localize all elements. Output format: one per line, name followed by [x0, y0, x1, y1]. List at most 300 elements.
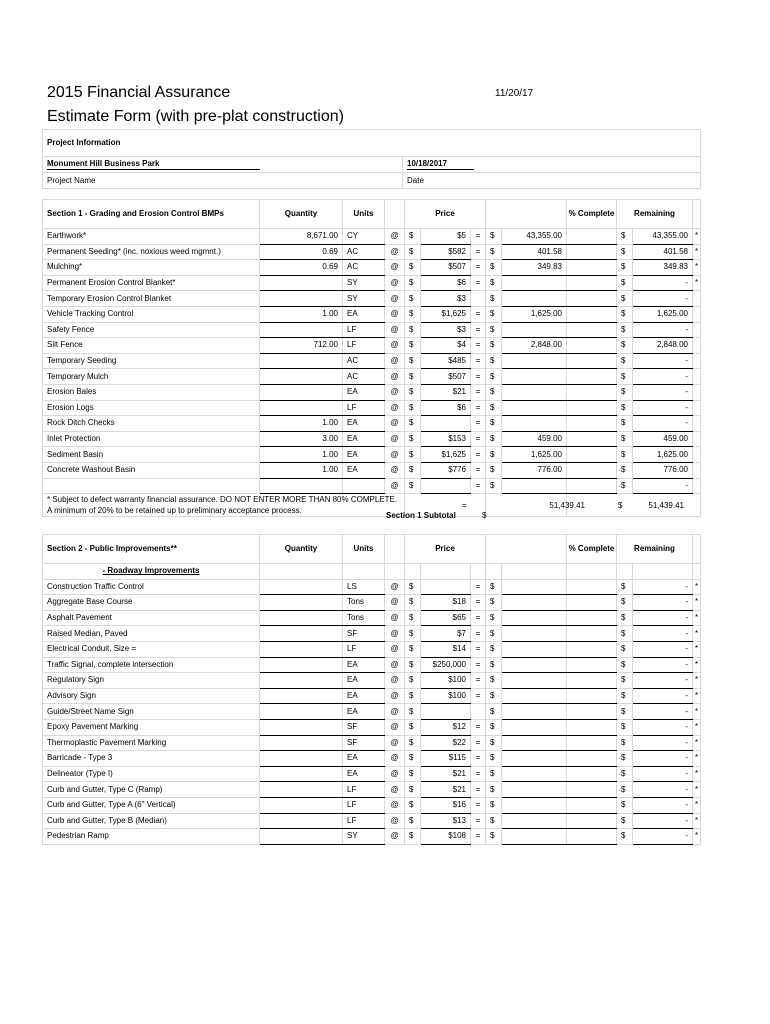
total-dollar: $	[486, 306, 502, 322]
quantity-input[interactable]	[260, 384, 343, 400]
quantity-input[interactable]	[260, 797, 343, 813]
asterisk: *	[693, 641, 701, 657]
remaining-value: -	[633, 797, 693, 813]
unit: EA	[343, 306, 385, 322]
at-sign: @	[385, 829, 405, 845]
remaining-dollar: $	[617, 229, 633, 245]
unit: LF	[343, 641, 385, 657]
quantity-input[interactable]: 8,671.00	[260, 229, 343, 245]
section2-title: Section 2 - Public Improvements**	[43, 535, 260, 564]
total-dollar: $	[486, 626, 502, 642]
table-row	[43, 244, 701, 260]
unit-price: $6	[421, 275, 471, 291]
total-value	[502, 579, 567, 595]
equals-sign: =	[471, 229, 486, 245]
price-dollar: $	[405, 306, 421, 322]
item-name: Epoxy Pavement Marking	[43, 719, 260, 735]
total-value: 2,848.00	[502, 338, 567, 354]
pct-complete-input[interactable]	[567, 797, 617, 813]
asterisk: *	[693, 579, 701, 595]
remaining-value: -	[633, 416, 693, 432]
item-name: Aggregate Base Course	[43, 595, 260, 611]
total-value: 459.00	[502, 431, 567, 447]
pct-complete-input[interactable]	[567, 400, 617, 416]
unit: EA	[343, 462, 385, 478]
price-dollar: $	[405, 595, 421, 611]
table-row	[43, 338, 701, 354]
remaining-value: 349.83	[633, 260, 693, 276]
at-sign: @	[385, 244, 405, 260]
quantity-input[interactable]	[260, 400, 343, 416]
total-value: 43,355.00	[502, 229, 567, 245]
unit-price: $5	[421, 229, 471, 245]
quantity-input[interactable]	[260, 579, 343, 595]
equals-sign: =	[471, 462, 486, 478]
at-sign: @	[385, 447, 405, 463]
unit: AC	[343, 244, 385, 260]
at-sign: @	[385, 766, 405, 782]
remaining-dollar: $	[617, 595, 633, 611]
table-row	[43, 478, 701, 494]
price-dollar: $	[405, 610, 421, 626]
at-sign: @	[385, 641, 405, 657]
remaining-dollar: $	[617, 782, 633, 798]
remaining-dollar: $	[617, 610, 633, 626]
asterisk	[693, 369, 701, 385]
pct-complete-input[interactable]	[567, 829, 617, 845]
col-price-2: Price	[405, 535, 486, 564]
remaining-dollar: $	[617, 275, 633, 291]
unit: EA	[343, 431, 385, 447]
item-name: Curb and Gutter, Type A (6" Vertical)	[43, 797, 260, 813]
remaining-value: -	[633, 626, 693, 642]
unit: LF	[343, 400, 385, 416]
item-name: Curb and Gutter, Type B (Median)	[43, 813, 260, 829]
remaining-value: -	[633, 673, 693, 689]
pct-complete-input[interactable]	[567, 766, 617, 782]
table-row	[43, 751, 701, 767]
remaining-dollar: $	[617, 431, 633, 447]
item-name: Mulching*	[43, 260, 260, 276]
at-sign: @	[385, 478, 405, 494]
asterisk: *	[693, 275, 701, 291]
quantity-input[interactable]	[260, 766, 343, 782]
remaining-dollar: $	[617, 400, 633, 416]
asterisk: *	[693, 657, 701, 673]
pct-complete-input[interactable]	[567, 306, 617, 322]
quantity-input[interactable]	[260, 688, 343, 704]
unit: CY	[343, 229, 385, 245]
pct-complete-input[interactable]	[567, 229, 617, 245]
equals-sign: =	[471, 275, 486, 291]
equals-sign: =	[471, 610, 486, 626]
item-name: Erosion Bales	[43, 384, 260, 400]
price-dollar: $	[405, 641, 421, 657]
pct-complete-input[interactable]	[567, 353, 617, 369]
price-dollar: $	[405, 338, 421, 354]
unit-price: $13	[421, 813, 471, 829]
unit-price: $7	[421, 626, 471, 642]
equals-sign: =	[471, 719, 486, 735]
remaining-value: -	[633, 719, 693, 735]
equals-sign: =	[471, 782, 486, 798]
quantity-input[interactable]	[260, 291, 343, 307]
pct-complete-input[interactable]	[567, 384, 617, 400]
total-value	[502, 595, 567, 611]
equals-sign: =	[471, 813, 486, 829]
price-dollar: $	[405, 322, 421, 338]
unit-price: $485	[421, 353, 471, 369]
quantity-input[interactable]: 0.69	[260, 244, 343, 260]
asterisk	[693, 416, 701, 432]
remaining-value: 1,625.00	[633, 306, 693, 322]
pct-complete-input[interactable]	[567, 595, 617, 611]
quantity-input[interactable]	[260, 641, 343, 657]
pct-complete-input[interactable]	[567, 673, 617, 689]
item-name: Advisory Sign	[43, 688, 260, 704]
unit-price: $1,625	[421, 447, 471, 463]
price-dollar: $	[405, 275, 421, 291]
remaining-dollar: $	[617, 797, 633, 813]
quantity-input[interactable]: 712.00	[260, 338, 343, 354]
unit: EA	[343, 688, 385, 704]
total-value	[502, 353, 567, 369]
item-name: Construction Traffic Control	[43, 579, 260, 595]
quantity-input[interactable]	[260, 478, 343, 494]
unit: Tons	[343, 595, 385, 611]
at-sign: @	[385, 431, 405, 447]
quantity-input[interactable]	[260, 353, 343, 369]
equals-sign: =	[471, 431, 486, 447]
equals-sign: =	[471, 384, 486, 400]
equals-sign: =	[471, 657, 486, 673]
equals-sign: =	[471, 751, 486, 767]
pct-complete-input[interactable]	[567, 447, 617, 463]
table-row	[43, 735, 701, 751]
total-value: 349.83	[502, 260, 567, 276]
remaining-dollar: $	[617, 338, 633, 354]
table-row	[43, 595, 701, 611]
item-name: Inlet Protection	[43, 431, 260, 447]
quantity-input[interactable]	[260, 751, 343, 767]
total-value	[502, 735, 567, 751]
col-quantity: Quantity	[260, 200, 343, 229]
remaining-value: -	[633, 478, 693, 494]
pct-complete-input[interactable]	[567, 338, 617, 354]
unit: SF	[343, 735, 385, 751]
total-value	[502, 322, 567, 338]
total-value	[502, 704, 567, 720]
asterisk: *	[693, 719, 701, 735]
total-value: 401.58	[502, 244, 567, 260]
unit-price	[421, 478, 471, 494]
price-dollar: $	[405, 579, 421, 595]
unit-price: $14	[421, 641, 471, 657]
asterisk	[693, 400, 701, 416]
quantity-input[interactable]: 1.00	[260, 416, 343, 432]
total-value	[502, 813, 567, 829]
pct-complete-input[interactable]	[567, 735, 617, 751]
pct-complete-input[interactable]	[567, 431, 617, 447]
total-dollar: $	[486, 782, 502, 798]
total-dollar: $	[486, 751, 502, 767]
price-dollar: $	[405, 260, 421, 276]
unit-price: $6	[421, 400, 471, 416]
table-row	[43, 719, 701, 735]
remaining-dollar: $	[617, 829, 633, 845]
quantity-input[interactable]	[260, 719, 343, 735]
unit: SY	[343, 829, 385, 845]
total-dollar: $	[486, 447, 502, 463]
table-row	[43, 260, 701, 276]
table-row	[43, 641, 701, 657]
item-name: Barricade - Type 3	[43, 751, 260, 767]
project-date-label: Date	[403, 173, 701, 189]
table-row	[43, 322, 701, 338]
pct-complete-input[interactable]	[567, 657, 617, 673]
remaining-value: -	[633, 782, 693, 798]
pct-complete-input[interactable]	[567, 579, 617, 595]
unit-price: $3	[421, 322, 471, 338]
total-dollar: $	[486, 431, 502, 447]
equals-sign: =	[471, 688, 486, 704]
remaining-value: 2,848.00	[633, 338, 693, 354]
quantity-input[interactable]	[260, 322, 343, 338]
remaining-value: -	[633, 766, 693, 782]
remaining-dollar: $	[617, 291, 633, 307]
at-sign: @	[385, 797, 405, 813]
price-dollar: $	[405, 688, 421, 704]
item-name: Temporary Seeding	[43, 353, 260, 369]
item-name: Guide/Street Name Sign	[43, 704, 260, 720]
pct-complete-input[interactable]	[567, 641, 617, 657]
quantity-input[interactable]: 0.69	[260, 260, 343, 276]
remaining-dollar: $	[617, 369, 633, 385]
total-value	[502, 275, 567, 291]
total-value	[502, 719, 567, 735]
remaining-value: -	[633, 610, 693, 626]
total-value	[502, 782, 567, 798]
table-row	[43, 610, 701, 626]
asterisk	[693, 478, 701, 494]
item-name: Sediment Basin	[43, 447, 260, 463]
at-sign: @	[385, 704, 405, 720]
table-row	[43, 369, 701, 385]
at-sign: @	[385, 719, 405, 735]
remaining-value: 43,355.00	[633, 229, 693, 245]
price-dollar: $	[405, 353, 421, 369]
asterisk: *	[693, 673, 701, 689]
total-dollar: $	[486, 688, 502, 704]
unit: EA	[343, 384, 385, 400]
pct-complete-input[interactable]	[567, 719, 617, 735]
quantity-input[interactable]: 1.00	[260, 306, 343, 322]
pct-complete-input[interactable]	[567, 322, 617, 338]
asterisk: *	[693, 704, 701, 720]
quantity-input[interactable]	[260, 673, 343, 689]
table-row	[43, 353, 701, 369]
item-name: Raised Median, Paved	[43, 626, 260, 642]
equals-sign: =	[471, 478, 486, 494]
unit-price: $153	[421, 431, 471, 447]
total-dollar: $	[486, 384, 502, 400]
price-dollar: $	[405, 673, 421, 689]
remaining-value: 401.58	[633, 244, 693, 260]
unit	[343, 478, 385, 494]
subtotal-remaining: 51,439.41	[648, 501, 684, 510]
asterisk: *	[693, 735, 701, 751]
asterisk: *	[693, 229, 701, 245]
form-title: 2015 Financial Assurance	[47, 84, 231, 101]
pct-complete-input[interactable]	[567, 813, 617, 829]
total-value	[502, 751, 567, 767]
pct-complete-input[interactable]	[567, 610, 617, 626]
unit-price: $12	[421, 719, 471, 735]
section1-title: Section 1 - Grading and Erosion Control BMPs	[43, 200, 260, 229]
unit: EA	[343, 704, 385, 720]
remaining-value: -	[633, 353, 693, 369]
total-dollar: $	[486, 704, 502, 720]
item-name: Vehicle Tracking Control	[43, 306, 260, 322]
pct-complete-input[interactable]	[567, 260, 617, 276]
remaining-dollar: $	[617, 688, 633, 704]
remaining-dollar: $	[617, 626, 633, 642]
quantity-input[interactable]	[260, 275, 343, 291]
at-sign: @	[385, 384, 405, 400]
pct-complete-input[interactable]	[567, 688, 617, 704]
pct-complete-input[interactable]	[567, 416, 617, 432]
price-dollar: $	[405, 782, 421, 798]
asterisk: *	[693, 595, 701, 611]
total-dollar: $	[486, 353, 502, 369]
col-units: Units	[343, 200, 385, 229]
price-dollar: $	[405, 829, 421, 845]
unit: SF	[343, 719, 385, 735]
quantity-input[interactable]	[260, 813, 343, 829]
equals-sign: =	[471, 338, 486, 354]
equals-sign: =	[471, 244, 486, 260]
project-date-field[interactable]: 10/18/2017	[403, 157, 701, 173]
project-name-field[interactable]: Monument Hill Business Park	[43, 157, 403, 173]
equals-sign: =	[471, 766, 486, 782]
pct-complete-input[interactable]	[567, 782, 617, 798]
total-dollar: $	[486, 338, 502, 354]
remaining-dollar: $	[617, 579, 633, 595]
unit: LF	[343, 322, 385, 338]
pct-complete-input[interactable]	[567, 626, 617, 642]
quantity-input[interactable]: 1.00	[260, 462, 343, 478]
asterisk: *	[693, 813, 701, 829]
remaining-dollar: $	[617, 735, 633, 751]
unit: EA	[343, 416, 385, 432]
total-dollar: $	[486, 244, 502, 260]
remaining-value: -	[633, 829, 693, 845]
at-sign: @	[385, 813, 405, 829]
pct-complete-input[interactable]	[567, 478, 617, 494]
price-dollar: $	[405, 735, 421, 751]
at-sign: @	[385, 610, 405, 626]
asterisk: *	[693, 797, 701, 813]
unit: LF	[343, 797, 385, 813]
at-sign: @	[385, 416, 405, 432]
total-value: 776.00	[502, 462, 567, 478]
pct-complete-input[interactable]	[567, 751, 617, 767]
unit-price: $1,625	[421, 306, 471, 322]
quantity-input[interactable]: 3.00	[260, 431, 343, 447]
quantity-input[interactable]	[260, 782, 343, 798]
total-dollar: $	[486, 719, 502, 735]
pct-complete-input[interactable]	[567, 275, 617, 291]
total-value	[502, 657, 567, 673]
total-dollar: $	[486, 829, 502, 845]
quantity-input[interactable]	[260, 704, 343, 720]
at-sign: @	[385, 735, 405, 751]
price-dollar: $	[405, 751, 421, 767]
quantity-input[interactable]	[260, 735, 343, 751]
unit: EA	[343, 751, 385, 767]
table-row	[43, 579, 701, 595]
unit-price: $21	[421, 782, 471, 798]
quantity-input[interactable]	[260, 829, 343, 845]
at-sign: @	[385, 322, 405, 338]
total-dollar: $	[486, 610, 502, 626]
unit-price: $21	[421, 384, 471, 400]
unit: LF	[343, 338, 385, 354]
quantity-input[interactable]	[260, 595, 343, 611]
unit-price: $4	[421, 338, 471, 354]
remaining-dollar: $	[617, 478, 633, 494]
asterisk: *	[693, 751, 701, 767]
quantity-input[interactable]: 1.00	[260, 447, 343, 463]
quantity-input[interactable]	[260, 369, 343, 385]
asterisk: *	[693, 766, 701, 782]
total-value	[502, 291, 567, 307]
item-name: Silt Fence	[43, 338, 260, 354]
quantity-input[interactable]	[260, 657, 343, 673]
table-row	[43, 291, 701, 307]
pct-complete-input[interactable]	[567, 462, 617, 478]
pct-complete-input[interactable]	[567, 704, 617, 720]
at-sign: @	[385, 462, 405, 478]
table-row	[43, 829, 701, 845]
asterisk	[693, 338, 701, 354]
quantity-input[interactable]	[260, 626, 343, 642]
total-value	[502, 478, 567, 494]
total-value	[502, 626, 567, 642]
total-dollar: $	[486, 291, 502, 307]
pct-complete-input[interactable]	[567, 291, 617, 307]
equals-sign: =	[471, 447, 486, 463]
quantity-input[interactable]	[260, 610, 343, 626]
price-dollar: $	[405, 416, 421, 432]
col-quantity-2: Quantity	[260, 535, 343, 564]
remaining-value: 776.00	[633, 462, 693, 478]
at-sign: @	[385, 275, 405, 291]
equals-sign: =	[471, 829, 486, 845]
price-dollar: $	[405, 369, 421, 385]
price-dollar: $	[405, 462, 421, 478]
total-dollar: $	[486, 260, 502, 276]
unit: AC	[343, 369, 385, 385]
asterisk	[693, 353, 701, 369]
table-row	[43, 384, 701, 400]
equals-sign: =	[471, 353, 486, 369]
pct-complete-input[interactable]	[567, 244, 617, 260]
section2-subheading: - Roadway Improvements	[43, 564, 260, 580]
pct-complete-input[interactable]	[567, 369, 617, 385]
remaining-value: -	[633, 322, 693, 338]
price-dollar: $	[405, 657, 421, 673]
